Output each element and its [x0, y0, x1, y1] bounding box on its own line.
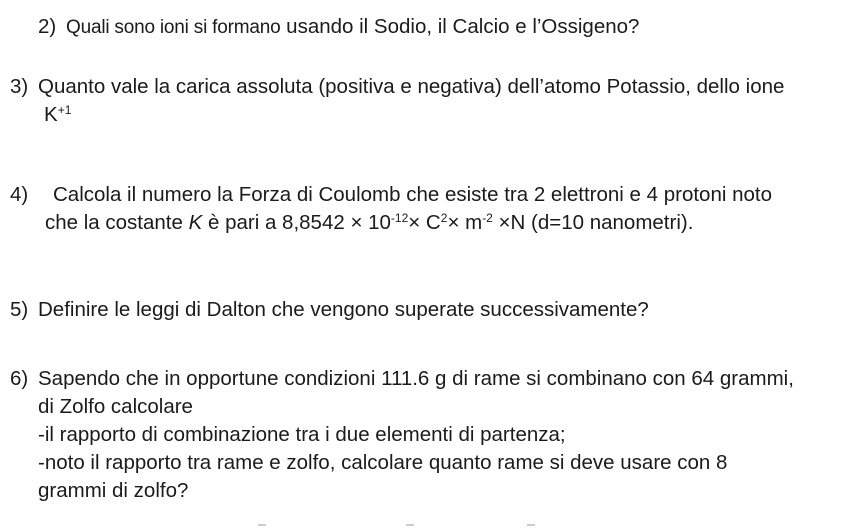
ion-symbol: K	[44, 103, 58, 126]
question-5-text: Definire le leggi di Dalton che vengono superate successivamente?	[38, 298, 649, 321]
unit-coulomb-text: × C	[408, 211, 441, 234]
question-2	[38, 13, 866, 42]
question-6-subtask-1: -il rapporto di combinazione tra i due elementi di partenza;	[38, 423, 566, 446]
question-4-text-line1: Calcola il numero la Forza di Coulomb che esiste tra 2 elettroni e 4 protoni noto	[53, 183, 773, 206]
question-3-ion-formula	[38, 101, 866, 131]
unit-meter-text: × m	[447, 211, 483, 234]
cutoff-text-remnant	[527, 524, 535, 526]
question-4-text-line2	[38, 209, 866, 239]
question-2-number: 2)	[38, 15, 57, 38]
question-6-number: 6)	[10, 367, 29, 390]
question-4-number: 4)	[10, 183, 29, 206]
exponent-superscript: -2	[482, 211, 493, 225]
line2-prefix: che la costante	[45, 211, 189, 234]
question-2-text-part1: Quali sono ioni si formano	[66, 17, 281, 38]
ion-charge-superscript: +1	[57, 103, 72, 117]
cutoff-text-remnant	[258, 524, 266, 526]
cutoff-text-remnant	[406, 524, 414, 526]
exponent-superscript: 2	[440, 211, 448, 225]
question-3-number: 3)	[10, 75, 29, 98]
question-4	[10, 181, 866, 239]
unit-newton-text: ×N (d=10 nanometri).	[492, 211, 694, 234]
question-6-subtask-2: -noto il rapporto tra rame e zolfo, calcolare quanto rame si deve usare con 8	[38, 451, 728, 474]
question-2-text	[66, 13, 866, 42]
question-3	[10, 73, 866, 131]
constant-value-text: è pari a 8,8542 × 10	[202, 211, 391, 234]
question-5-number: 5)	[10, 298, 29, 321]
question-6-subtask-2-continued: grammi di zolfo?	[38, 479, 189, 502]
question-2-text-part2: usando il Sodio, il Calcio e l’Ossigeno?	[280, 15, 640, 38]
question-5	[10, 296, 866, 324]
question-6-text-line2: di Zolfo calcolare	[38, 395, 193, 418]
exponent-superscript: -12	[390, 211, 409, 225]
question-6	[10, 365, 866, 505]
coulomb-constant-symbol: K	[188, 211, 203, 234]
question-6-text-line1: Sapendo che in opportune condizioni 111.6 g di rame si combinano con 64 grammi,	[38, 367, 794, 390]
question-3-text-line1: Quanto vale la carica assoluta (positiva e negativa) dell’atomo Potassio, dello ione	[38, 75, 785, 98]
